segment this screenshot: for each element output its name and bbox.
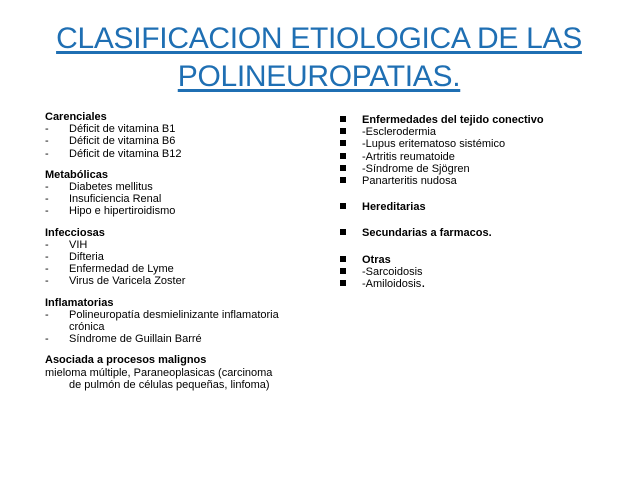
title-line-2: POLINEUROPATIAS. <box>177 60 461 93</box>
list-item: - Síndrome de Guillain Barré <box>45 333 202 346</box>
group-infecciosas <box>45 227 325 288</box>
list-item: - Insuficiencia Renal <box>45 193 162 206</box>
square-bullet-icon <box>340 178 362 184</box>
right-column <box>340 114 630 290</box>
left-column <box>45 111 325 400</box>
square-bullet-icon <box>340 257 362 263</box>
group-heading: Asociada a procesos malignos <box>45 354 207 367</box>
bullet-item: -Artritis reumatoide <box>340 151 630 163</box>
bullet-item: Secundarias a farmacos. <box>340 227 630 239</box>
list-item: - Hipo e hipertiroidismo <box>45 205 176 218</box>
square-bullet-icon <box>340 154 362 160</box>
list-item: - Diabetes mellitus <box>45 181 153 194</box>
bullet-item: Panarteritis nudosa <box>340 175 630 187</box>
square-bullet-icon <box>340 281 362 287</box>
bullet-item: Hereditarias <box>340 201 630 213</box>
group-heading: Carenciales <box>45 111 107 123</box>
group-inflamatorias <box>45 297 325 346</box>
square-bullet-icon <box>340 269 362 275</box>
group-heading: Inflamatorias <box>45 296 114 309</box>
bullet-item: -Síndrome de Sjögren <box>340 163 630 175</box>
text-line: mieloma múltiple, Paraneoplasicas (carcinoma <box>45 366 273 379</box>
group-malignos <box>45 354 325 391</box>
group-heading: Infecciosas <box>45 226 105 239</box>
list-item: - Polineuropatía desmielinizante inflamatoria crónica <box>45 308 279 334</box>
square-bullet-icon <box>340 141 362 147</box>
bullet-item: Otras <box>340 254 630 266</box>
square-bullet-icon <box>340 166 362 172</box>
list-item: - Déficit de vitamina B12 <box>45 147 182 160</box>
list-item: - VIH <box>45 238 88 251</box>
bullet-item: Enfermedades del tejido conectivo <box>340 114 630 126</box>
group-heading: Metabólicas <box>45 168 108 181</box>
text-line: de pulmón de células pequeñas, linfoma) <box>69 378 270 391</box>
bullet-item: -Esclerodermia <box>340 126 630 138</box>
list-item: - Déficit de vitamina B1 <box>45 123 176 136</box>
square-bullet-icon <box>340 129 362 135</box>
bullet-item: -Lupus eritematoso sistémico <box>340 138 630 150</box>
slide-title <box>30 20 608 96</box>
bullet-item: -Sarcoidosis <box>340 266 630 278</box>
bullet-item: -Amiloidosis . <box>340 278 630 290</box>
list-item: - Enfermedad de Lyme <box>45 263 174 276</box>
list-item: - Déficit de vitamina B6 <box>45 135 176 148</box>
square-bullet-icon <box>340 117 362 123</box>
group-metabolicas <box>45 169 325 218</box>
square-bullet-icon <box>340 204 362 210</box>
list-item: - Difteria <box>45 251 104 264</box>
list-item: - Virus de Varicela Zoster <box>45 275 186 288</box>
title-line-1: CLASIFICACION ETIOLOGICA DE LAS <box>56 22 582 55</box>
square-bullet-icon <box>340 230 362 236</box>
group-carenciales <box>45 111 325 160</box>
